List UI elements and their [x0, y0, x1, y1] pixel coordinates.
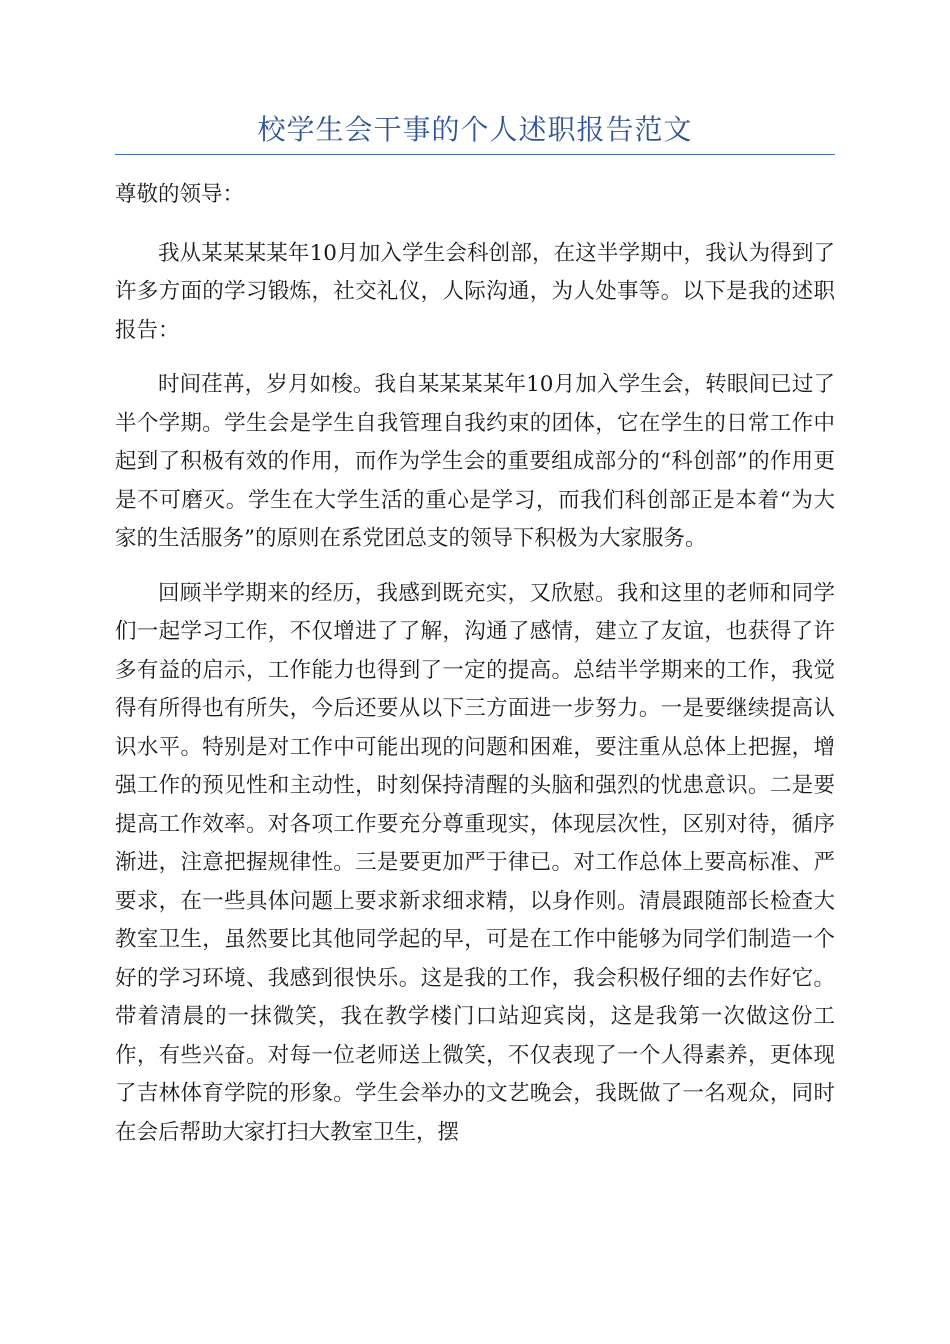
title-underline — [115, 154, 835, 155]
document-body — [115, 176, 835, 1168]
document-title: 校学生会干事的个人述职报告范文 — [257, 113, 693, 146]
paragraph-intro: 我从某某某某年10月加入学生会科创部，在这半学期中，我认为得到了许多方面的学习锻炼，社交礼仪，人际沟通，为人处事等。以下是我的述职报告： — [115, 240, 835, 343]
paragraph-background: 时间荏苒，岁月如梭。我自某某某某年10月加入学生会，转眼间已过了半个学期。学生会是学生自我管理自我约束的团体，它在学生的日常工作中起到了积极有效的作用，而作为学生会的重要组成部分的“科创部”的作用更是不可磨灭。学生在大学生活的重心是学习，而我们科创部正是本着“为大家的生活服务”的原则在系党团总支的领导下积极为大家服务。 — [115, 372, 835, 551]
paragraph-review: 回顾半学期来的经历，我感到既充实，又欣慰。我和这里的老师和同学们一起学习工作，不仅增进了了解，沟通了感情，建立了友谊，也获得了许多有益的启示，工作能力也得到了一定的提高。总结半学期来的工作，我觉得有所得也有所失，今后还要从以下三方面进一步努力。一是要继续提高认识水平。特别是对工作中可能出现的问题和困难，要注重从总体上把握，增强工作的预见性和主动性，时刻保持清醒的头脑和强烈的忧患意识。二是要提高工作效率。对各项工作要充分尊重现实，体现层次性，区别对待，循序渐进，注意把握规律性。三是要更加严于律已。对工作总体上要高标准、严要求，在一些具体问题上要求新求细求精，以身作则。清晨跟随部长检查大教室卫生，虽然要比其他同学起的早，可是在工作中能够为同学们制造一个好的学习环境、我感到很快乐。这是我的工作，我会积极仔细的去作好它。带着清晨的一抹微笑，我在教学楼门口站迎宾岗，这是我第一次做这份工作，有些兴奋。对每一位老师送上微笑，不仅表现了一个人得素养，更体现了吉林体育学院的形象。学生会举办的文艺晚会，我既做了一名观众，同时在会后帮助大家打扫大教室卫生，摆 — [115, 580, 835, 1145]
salutation: 尊敬的领导： — [115, 182, 245, 207]
